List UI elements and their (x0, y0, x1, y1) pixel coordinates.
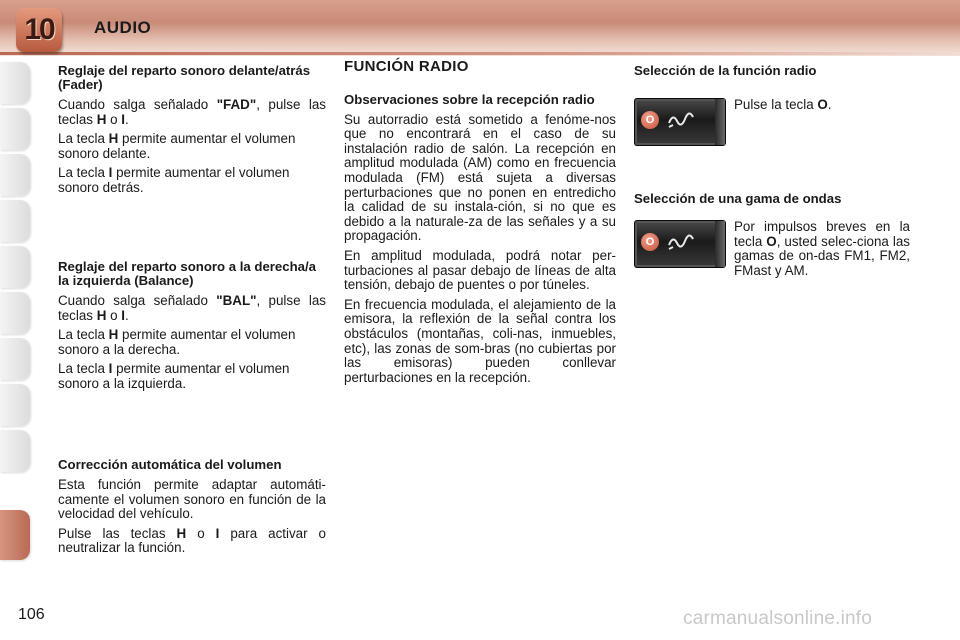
text: para activar o neutralizar la función. (58, 525, 327, 556)
thumb-tab-4[interactable] (0, 200, 30, 242)
column-right (634, 64, 910, 304)
key-h: H (96, 111, 107, 127)
wave-icon (667, 111, 695, 129)
text-bold: "BAL" (216, 293, 257, 308)
instruction-text (734, 220, 910, 278)
thumb-tab-2[interactable] (0, 108, 30, 150)
key-h: H (108, 327, 119, 343)
text: o (106, 111, 122, 127)
text: o (186, 525, 216, 541)
thumb-tab-9[interactable] (0, 430, 30, 472)
thumb-tab-6[interactable] (0, 292, 30, 334)
band-button-image (634, 220, 726, 268)
text: La tecla (58, 327, 109, 343)
paragraph (58, 362, 326, 391)
paragraph (58, 166, 326, 195)
text: . (125, 307, 129, 323)
text-bold: "FAD" (216, 97, 257, 112)
paragraph: En frecuencia modulada, el alejamiento de la emisora, la reflexión de la señal contra los obstáculos (montañas, coli-nas, inmuebles, etc), las zonas de som-bras (no cubiertas por las emisoras) pueden conllevar perturbaciones en la recepción. (344, 296, 616, 385)
text: , usted selec-ciona las gamas de on-das FM1, FM2, FMast y AM. (734, 233, 910, 278)
instruction-text (734, 98, 910, 113)
key-i: I (215, 525, 220, 541)
key-i: I (108, 361, 113, 377)
chapter-number: 10 (24, 13, 54, 46)
text: permite aumentar el volumen sonoro a la derecha. (58, 327, 296, 357)
paragraph (58, 132, 326, 161)
text: permite aumentar el volumen sonoro a la izquierda. (58, 361, 290, 391)
text: Cuando salga señalado (58, 97, 217, 112)
page-number: 106 (18, 606, 45, 623)
text: permite aumentar el volumen sonoro detrás. (58, 165, 290, 195)
text: , pulse las teclas (58, 293, 326, 323)
thumb-tab-1[interactable] (0, 62, 30, 104)
text: La tecla (58, 361, 109, 377)
radio-button-image (634, 98, 726, 146)
key-i: I (121, 111, 125, 127)
thumb-tab-5[interactable] (0, 246, 30, 288)
paragraph (58, 98, 326, 127)
key-i: I (108, 165, 113, 181)
key-o: O (766, 233, 777, 249)
paragraph (58, 294, 326, 323)
section-auto-volume (58, 458, 326, 561)
text: Pulse la tecla (734, 97, 818, 112)
section-title: Selección de la función radio (634, 63, 817, 78)
text: La tecla (58, 131, 109, 147)
text: Por impulsos breves en la tecla (734, 219, 910, 249)
thumb-tab-active[interactable] (0, 510, 30, 560)
key-h: H (108, 131, 119, 147)
key-i: I (121, 307, 125, 323)
section-title: Corrección automática del volumen (58, 457, 282, 472)
subsection-title: Observaciones sobre la recepción radio (344, 91, 595, 107)
wave-icon (667, 233, 695, 251)
key-o: O (817, 97, 828, 112)
thumb-tab-7[interactable] (0, 338, 30, 380)
watermark: carmanualsonline.info (683, 608, 873, 629)
text: permite aumentar el volumen sonoro delante. (58, 131, 296, 161)
text: La tecla (58, 165, 109, 181)
header-divider (0, 52, 960, 55)
section-title: Selección de una gama de ondas (634, 191, 842, 206)
chapter-badge (16, 8, 62, 52)
column-left (58, 64, 326, 554)
text: , pulse las teclas (58, 97, 326, 127)
thumb-tab-3[interactable] (0, 154, 30, 196)
text: Cuando salga señalado (58, 293, 217, 308)
button-edge (715, 99, 725, 145)
column-middle (344, 60, 616, 390)
page-title: AUDIO (94, 18, 152, 37)
key-h: H (176, 525, 187, 541)
section-title: Reglaje del reparto sonoro delante/atrás (Fader) (58, 63, 311, 92)
paragraph: Esta función permite adaptar automáti-camente el volumen sonoro en función de la velocidad del vehículo. (58, 477, 326, 522)
paragraph: En amplitud modulada, podrá notar per-turbaciones al pasar debajo de líneas de alta tensión, debajo de puentes o por túneles. (344, 247, 616, 293)
o-button-icon: O (641, 111, 659, 129)
paragraph (58, 328, 326, 357)
section-title: Reglaje del reparto sonoro a la derecha/a la izquierda (Balance) (58, 259, 316, 288)
section-heading: FUNCIÓN RADIO (344, 58, 469, 75)
thumb-tab-8[interactable] (0, 384, 30, 426)
key-h: H (96, 307, 107, 323)
text: o (106, 307, 122, 323)
button-edge (715, 221, 725, 267)
text: . (827, 97, 832, 112)
section-fader (58, 64, 326, 201)
paragraph (58, 527, 326, 556)
text: . (125, 111, 129, 127)
thumb-tabs (0, 62, 34, 572)
paragraph: Su autorradio está sometido a fenóme-nos que no encontrará en el caso de su instalación radio de salón. La recepción en amplitud modulada (AM) como en frecuencia modulada (FM) está sujeta a diversas perturbaciones que no ponen en entredicho la calidad de su instala-ción, si no que es debido a la naturale-za de las señales y a su propagación. (344, 111, 616, 244)
o-button-icon: O (641, 233, 659, 251)
text: Pulse las teclas (58, 525, 177, 541)
section-balance (58, 260, 326, 397)
